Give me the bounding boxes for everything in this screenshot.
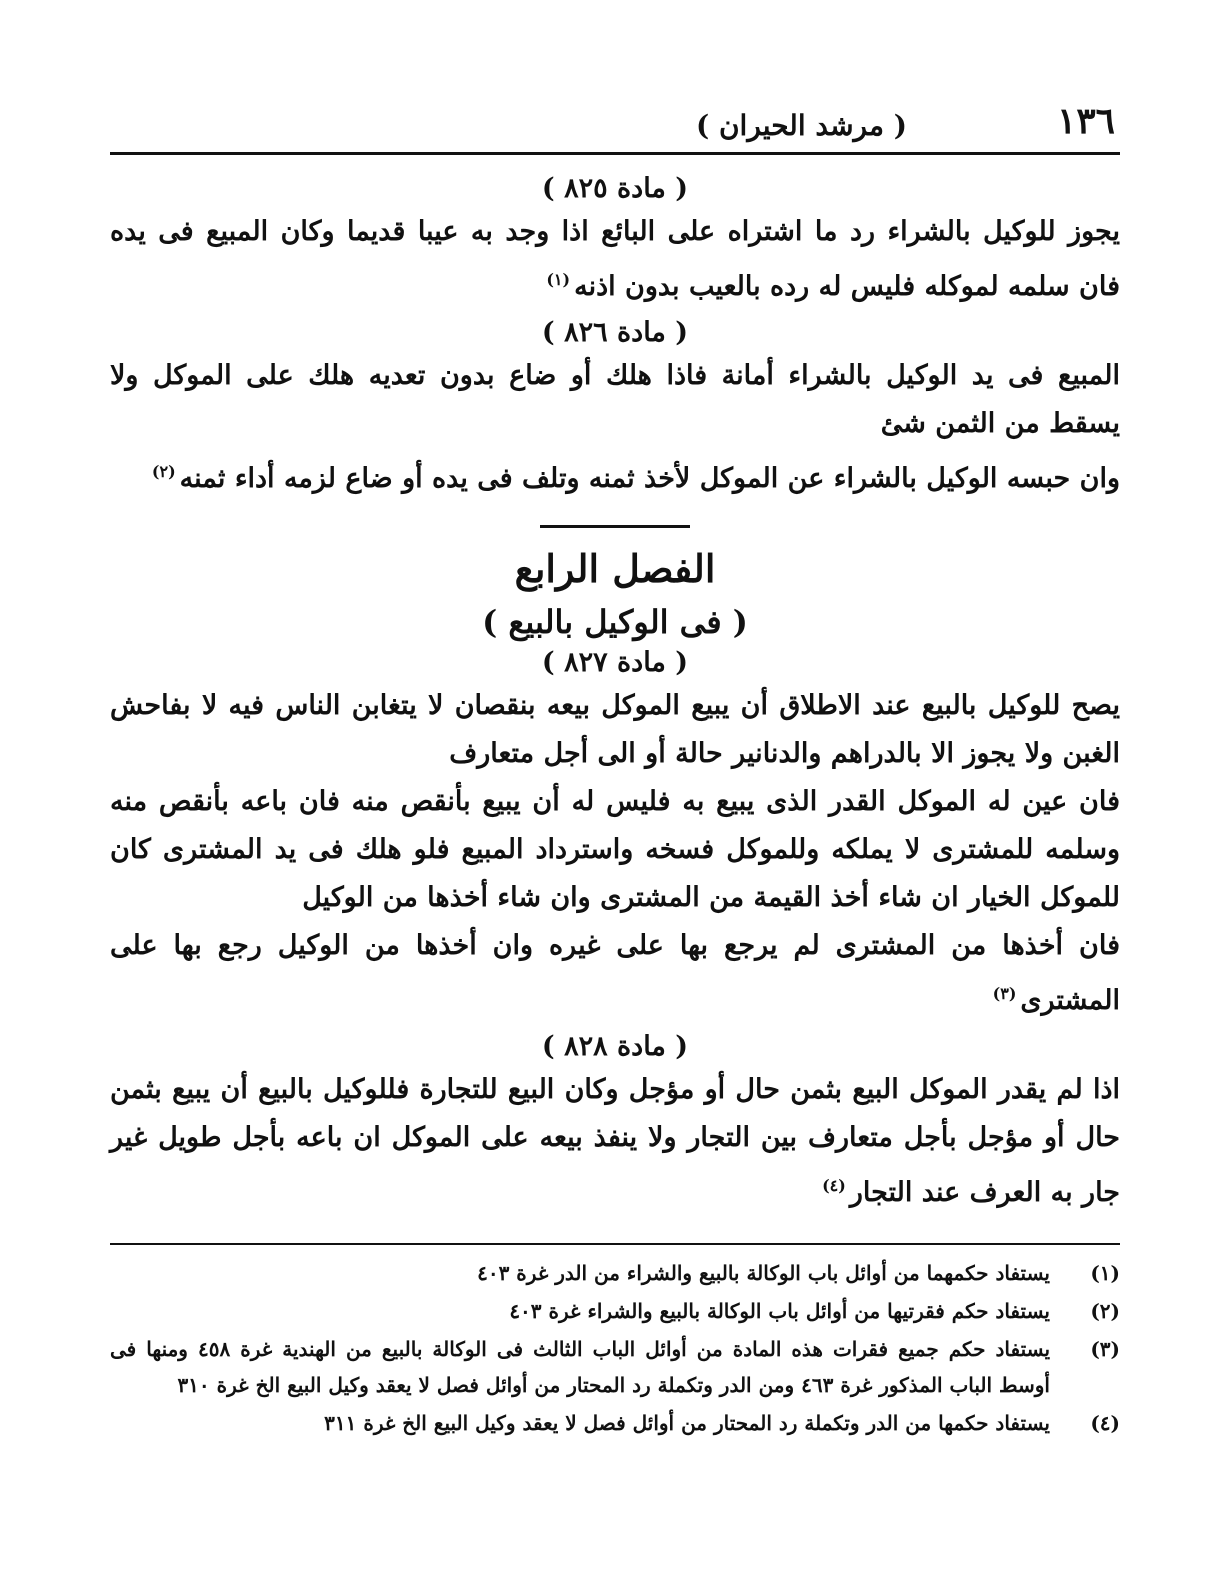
footnote-number: (١) [1090,1261,1120,1285]
article-827-body-3: فان أخذها من المشترى لم يرجع بها على غيره وان أخذها من الوكيل رجع بها على المشترى [110,930,1120,1016]
footnote-text: يستفاد حكم جميع فقرات هذه المادة من أوائل الباب الثالث فى الوكالة بالبيع من الهندية غرة ٤٥٨ ومنها فى أوسط الباب المذكور غرة ٤٦٣ ومن الدر وتكملة رد المحتار من أوائل فصل لا يعقد وكيل البيع الخ غرة ٣١٠ [110,1337,1051,1397]
footnote-item [110,1331,1120,1403]
article-828-text [110,1066,1120,1217]
footnote-item [110,1405,1120,1441]
article-825-body: يجوز للوكيل بالشراء رد ما اشتراه على البائع اذا وجد به عيبا قديما وكان المبيع فى يده فان سلمه لموكله فليس له رده بالعيب بدون اذنه [110,216,1120,302]
article-825-heading: ( مادة ٨٢٥ ) [541,173,689,204]
footnote-ref-1[interactable]: (١) [546,270,571,289]
running-title: ( مرشد الحيران ) [696,109,907,142]
footnote-item [110,1293,1120,1329]
footnote-number: (٣) [1090,1337,1120,1361]
footnote-rule [110,1243,1120,1245]
section-divider [540,525,690,528]
footnote-text: يستفاد حكم فقرتيها من أوائل باب الوكالة بالبيع والشراء غرة ٤٠٣ [509,1299,1050,1323]
footnote-number: (٤) [1090,1411,1120,1435]
article-827-text-1: يصح للوكيل بالبيع عند الاطلاق أن يبيع الموكل بيعه بنقصان لا يتغابن الناس فيه لا بفاحش الغبن ولا يجوز الا بالدراهم والدنانير حالة أو الى أجل متعارف [110,690,1120,769]
footnote-ref-3[interactable]: (٣) [992,984,1017,1003]
footnote-number: (٢) [1090,1299,1120,1323]
article-826-body-2: وان حبسه الوكيل بالشراء عن الموكل لأخذ ثمنه وتلف فى يده أو ضاع لزمه أداء ثمنه [179,463,1120,494]
article-828-body: اذا لم يقدر الموكل البيع بثمن حال أو مؤجل وكان البيع للتجارة فللوكيل بالبيع أن يبيع بثمن حال أو مؤجل بأجل متعارف بين التجار ولا ينفذ بيعه على الموكل ان باعه بأجل طويل غير جار به العرف عند التجار [110,1074,1120,1208]
article-826-heading: ( مادة ٨٢٦ ) [541,317,689,348]
footnote-ref-2[interactable]: (٢) [151,462,176,481]
article-826-text-1: المبيع فى يد الوكيل بالشراء أمانة فاذا هلك أو ضاع بدون تعديه هلك على الموكل ولا يسقط من الثمن شئ [110,360,1120,439]
page-header [110,88,1120,142]
article-827-text-2: فان عين له الموكل القدر الذى يبيع به فليس له أن يبيع بأنقص منه فان باعه بأنقص منه وسلمه للمشترى لا يملكه وللموكل فسخه واسترداد المبيع فلو هلك فى يد المشترى كان للموكل الخيار ان شاء أخذ القيمة من المشترى وان شاء أخذها من الوكيل [110,786,1120,913]
chapter-title: الفصل الرابع [514,546,716,591]
article-828-heading: ( مادة ٨٢٨ ) [541,1031,689,1062]
header-rule [110,152,1120,155]
footnote-text: يستفاد حكمهما من أوائل باب الوكالة بالبيع والشراء من الدر غرة ٤٠٣ [477,1261,1050,1285]
article-826-text-2 [110,448,1120,503]
chapter-subtitle: ( فى الوكيل بالبيع ) [482,603,748,641]
footnotes [110,1255,1120,1441]
footnote-ref-4[interactable]: (٤) [822,1176,846,1195]
article-825-text [110,208,1120,311]
article-827-text-3 [110,922,1120,1025]
footnote-text: يستفاد حكمها من الدر وتكملة رد المحتار من أوائل فصل لا يعقد وكيل البيع الخ غرة ٣١١ [324,1411,1050,1435]
footnote-item [110,1255,1120,1291]
page-number: ١٣٦ [1056,100,1115,142]
article-827-heading: ( مادة ٨٢٧ ) [541,647,689,678]
